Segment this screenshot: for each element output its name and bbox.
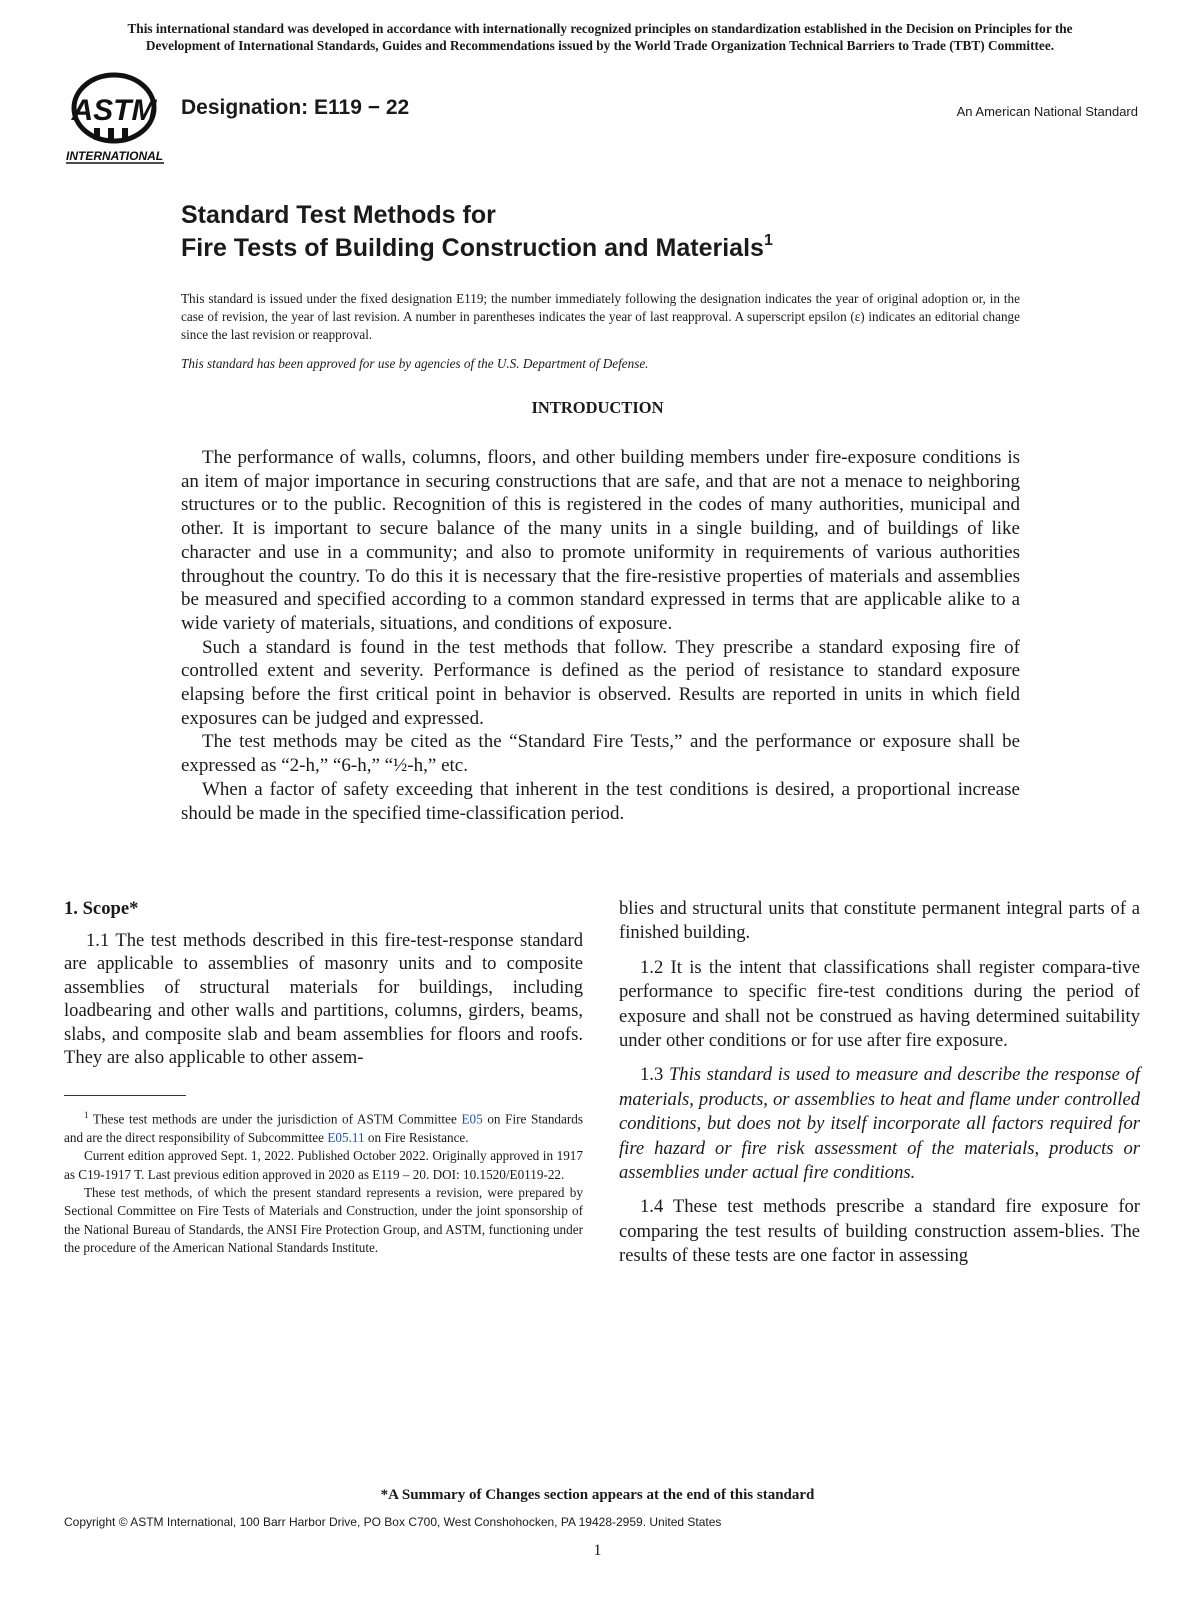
section-1-3: 1.3 This standard is used to measure and describe the response of materials, products, or assemblies to heat and flame under controlled conditions, but does not by itself incorporate all factors required for fire hazard or fire risk assessment of the materials, products or assemblies under actual fire conditions.	[619, 1064, 1140, 1184]
footnote-edition: Current edition approved Sept. 1, 2022. Published October 2022. Originally approved in 1917 as C19-1917 T. Last previous edition approved in 2020 as E119 – 20. DOI: 10.1520/E0119-22.	[64, 1148, 583, 1182]
section-1-2: 1.2 It is the intent that classifications shall register compara-tive performance to specific fire-test conditions during the period of exposure and shall not be construed as having determined suitability under other conditions or for use after fire exposure.	[619, 956, 1140, 1052]
designation: Designation: E119 − 22	[181, 96, 410, 119]
wto-notice	[60, 20, 1140, 54]
footnote-marker: 1	[84, 1110, 89, 1120]
footnote-divider	[64, 1095, 186, 1096]
left-column	[64, 897, 583, 1069]
introduction-body	[181, 446, 1020, 825]
copyright: Copyright © ASTM International, 100 Barr Harbor Drive, PO Box C700, West Conshohocken, PA 19428-2959. United States	[64, 1515, 722, 1529]
committee-e05-link[interactable]: E05	[461, 1111, 483, 1127]
intro-paragraph: When a factor of safety exceeding that inherent in the test conditions is desired, a proportional increase should be made in the specified time-classification period.	[181, 778, 1020, 824]
american-national-standard: An American National Standard	[956, 104, 1138, 119]
wto-notice-line1: This international standard was developed in accordance with internationally recognized principles on standardization established in the Decision on Principles for the	[127, 21, 1073, 36]
intro-paragraph: The performance of walls, columns, floors, and other building members under fire-exposure conditions is an item of major importance in securing constructions that are safe, and that are not a menace to neighboring structures or to the public. Recognition of this is registered in the codes of many authorities, municipal and other. It is important to secure balance of the many units in a single building, and of buildings of like character and use in a community; and also to promote uniformity in requirements of various authorities throughout the country. To do this it is necessary that the fire-resistive properties of materials and assemblies be measured and specified according to a common standard expressed in terms that are applicable alike to a wide variety of materials, situations, and conditions of exposure.	[181, 447, 1020, 634]
scope-heading: 1. Scope*	[64, 898, 139, 919]
section-1-1: 1.1 The test methods described in this fire-test-response standard are applicable to assemblies of masonry units and to composite assemblies of structural materials for buildings, including loadbearing and other walls and partitions, columns, girders, beams, slabs, and composite slab and beam assemblies for floors and roofs. They are also applicable to other assem-	[64, 930, 583, 1069]
logo-wordmark: ASTM	[71, 94, 157, 127]
issued-note: This standard is issued under the fixed designation E119; the number immediately following the designation indicates the year of original adoption or, in the case of revision, the year of last revision. A number in parentheses indicates the year of last reapproval. A superscript epsilon (ε) indicates an editorial change since the last revision or reapproval.	[181, 291, 1020, 342]
title-footnote-marker: 1	[763, 231, 773, 249]
document-title	[181, 199, 773, 265]
section-1-4: 1.4 These test methods prescribe a standard fire exposure for comparing the test results of building construction assem-blies. The results of these tests are one factor in assessing	[619, 1196, 1140, 1267]
title-line1: Standard Test Methods for	[181, 201, 496, 229]
intro-paragraph: Such a standard is found in the test methods that follow. They prescribe a standard exposing fire of controlled extent and severity. Performance is defined as the period of resistance to standard exposure elapsing before the first critical point in behavior is observed. Results are reported in units in which field exposures can be judged and expressed.	[181, 636, 1020, 729]
subcommittee-e05-11-link[interactable]: E05.11	[327, 1129, 365, 1145]
section-1-1-continued: blies and structural units that constitute permanent integral parts of a finished building.	[619, 898, 1140, 944]
summary-of-changes-note: *A Summary of Changes section appears at the end of this standard	[380, 1487, 815, 1503]
dod-note: This standard has been approved for use by agencies of the U.S. Department of Defense.	[181, 356, 649, 371]
intro-paragraph: The test methods may be cited as the “Standard Fire Tests,” and the performance or exposure shall be expressed as “2-h,” “6-h,” “½-h,” etc.	[181, 731, 1020, 777]
introduction-heading: INTRODUCTION	[531, 398, 664, 417]
right-column	[619, 897, 1140, 1279]
astm-logo	[64, 70, 172, 166]
wto-notice-line2: Development of International Standards, Guides and Recommendations issued by the World Trade Organization Technical Barriers to Trade (TBT) Committee.	[145, 38, 1055, 53]
footnotes	[64, 1106, 583, 1258]
footnote-1: $^1$ These test methods are under the jurisdiction of ASTM Committee E05 on Fire Standards and are the direct responsibility of Subcommittee E05.11 on Fire Resistance.	[64, 1110, 584, 1145]
title-line2: Fire Tests of Building Construction and Materials$^1$	[181, 231, 773, 262]
footnote-committee: These test methods, of which the present standard represents a revision, were prepared by Sectional Committee on Fire Tests of Materials and Construction, under the joint sponsorship of the National Bureau of Standards, the ANSI Fire Protection Group, and ASTM, functioning under the procedure of the American National Standards Institute.	[64, 1185, 583, 1256]
page-number: 1	[593, 1542, 602, 1559]
logo-subtext: INTERNATIONAL	[66, 149, 164, 163]
